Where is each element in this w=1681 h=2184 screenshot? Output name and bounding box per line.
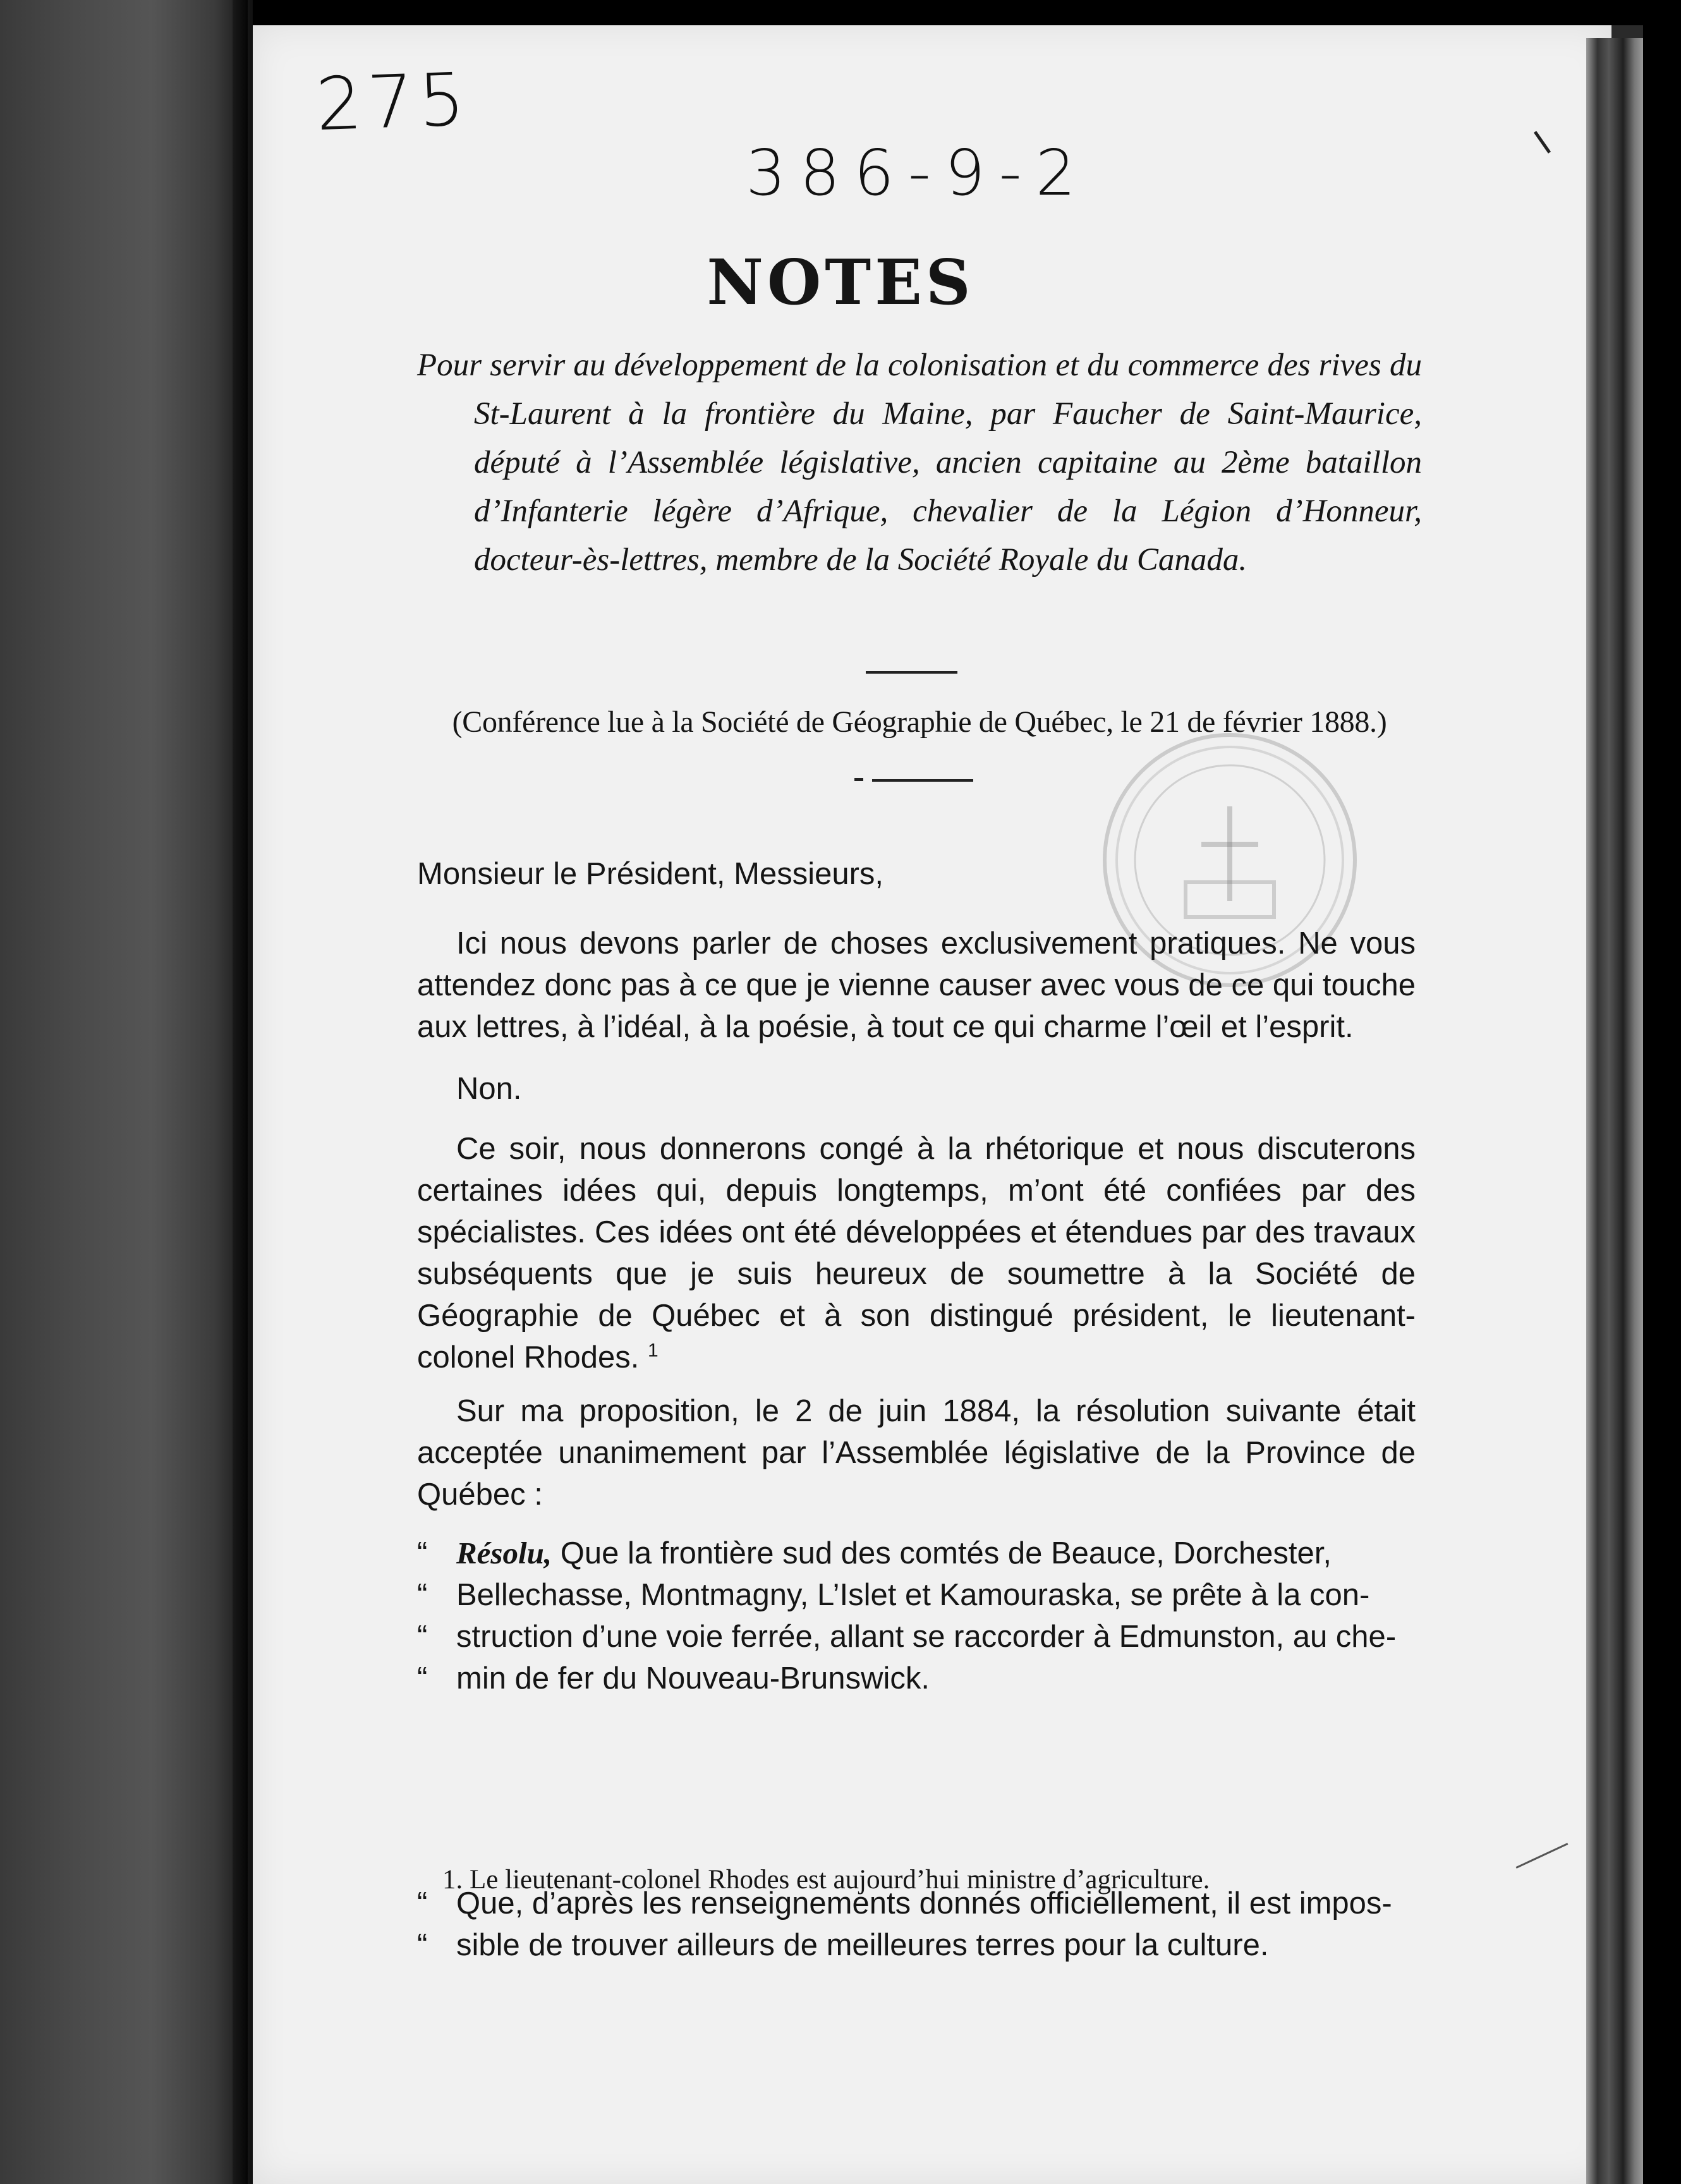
footnote-reference: 1 (648, 1340, 658, 1361)
scan-top-border (253, 0, 1643, 25)
quote-text: Que, d’après les renseignements donnés officiellement, il est impos- (456, 1886, 1392, 1920)
footnote-number: 1. (442, 1865, 463, 1895)
divider-rule (866, 671, 957, 674)
quote-line (417, 1658, 1455, 1699)
salutation: Monsieur le Président, Messieurs, (417, 857, 884, 891)
paragraph: Sur ma proposition, le 2 de juin 1884, la résolution suivante était acceptée unanimement par l’Assemblée législative de la Province de Québec : (417, 1394, 1416, 1512)
quote-line (417, 1532, 1455, 1574)
quote-line (417, 1616, 1455, 1658)
handwritten-number: 275 (314, 57, 471, 148)
quote-mark: “ (417, 1928, 428, 1962)
footnote-text: Le lieutenant-colonel Rhodes est aujourd’hui ministre d’agriculture. (470, 1865, 1210, 1895)
paragraph-text: Ce soir, nous donnerons congé à la rhétorique et nous discuterons certaines idées qui, depuis longtemps, m’ont été confiées par des spécialistes. Ces idées ont été développées et étendues par des travaux subséquents que je suis heureux de soumettre à la Société de Géographie de Québec et à son distingué président, le lieutenant-colonel Rhodes. (417, 1132, 1416, 1374)
quote-text: struction d’une voie ferrée, allant se raccorder à Edmunston, au che- (456, 1620, 1397, 1654)
conference-note: (Conférence lue à la Société de Géographie de Québec, le 21 de février 1888.) (452, 705, 1387, 739)
quote-mark: “ (417, 1620, 428, 1654)
divider-dot (854, 778, 863, 781)
page-gutter (0, 0, 253, 2184)
quote-text: min de fer du Nouveau-Brunswick. (456, 1661, 930, 1696)
quote-mark: “ (417, 1886, 428, 1920)
paragraph (417, 1128, 1416, 1378)
scan-right-border (1643, 0, 1681, 2184)
quote-mark: “ (417, 1661, 428, 1696)
quote-text: sible de trouver ailleurs de meilleures terres pour la culture. (456, 1928, 1269, 1962)
resolution-keyword: Résolu, (456, 1536, 552, 1570)
quote-mark: “ (417, 1578, 428, 1612)
handwritten-call-number: 386-9-2 (746, 136, 1090, 210)
footnote (442, 1864, 1390, 1895)
document-subtitle: Pour servir au développement de la colonisation et du commerce des rives du St-Laurent à la frontière du Maine, par Faucher de Saint-Maurice, député à l’Assemblée législative, ancien capitaine au 2ème bataillon d’Infanterie légère d’Afrique, chevalier de la Légion d’Honneur, docteur-ès-lettres, membre de la Société Royale du Canada. (417, 348, 1422, 578)
paragraph: Ici nous devons parler de choses exclusivement pratiques. Ne vous attendez donc pas à ce que je vienne causer avec vous de ce qui touche aux lettres, à l’idéal, à la poésie, à tout ce qui charme l’œil et l’esprit. (417, 926, 1416, 1044)
quote-line (417, 1924, 1455, 1966)
quote-line (417, 1574, 1455, 1616)
paragraph: Non. (456, 1072, 522, 1106)
resolution-quote (417, 1532, 1455, 1699)
quote-text: Bellechasse, Montmagny, L’Islet et Kamouraska, se prête à la con- (456, 1578, 1370, 1612)
page-right-edge (1586, 38, 1643, 2184)
document-title: NOTES (707, 246, 974, 319)
quote-text: Que la frontière sud des comtés de Beauce, Dorchester, (560, 1536, 1332, 1570)
divider-rule (872, 779, 973, 782)
quote-mark: “ (417, 1536, 428, 1570)
